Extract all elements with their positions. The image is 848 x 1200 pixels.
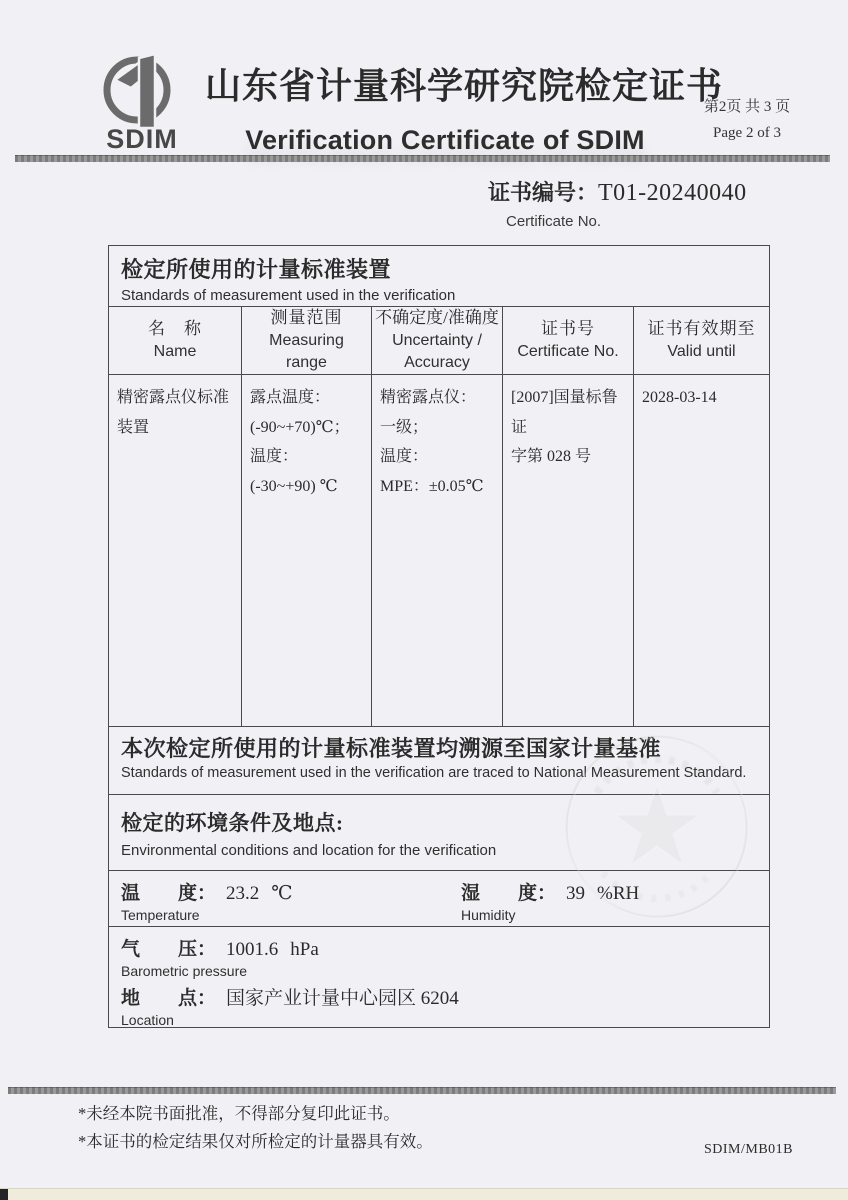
footer-note-1: *未经本院书面批准，不得部分复印此证书。 bbox=[78, 1104, 400, 1123]
page-number-en: Page 2 of 3 bbox=[713, 125, 781, 142]
title-en: Verification Certificate of SDIM bbox=[245, 125, 645, 155]
column-header-measuring-range: 测量范围 Measuring range bbox=[242, 307, 372, 374]
cell-measuring-range: 露点温度： (-90~+70)℃； 温度： (-30~+90) ℃ bbox=[242, 375, 372, 726]
standards-section-header bbox=[109, 246, 769, 307]
humidity-field bbox=[461, 878, 639, 923]
location-value: 国家产业计量中心园区 6204 bbox=[226, 988, 459, 1009]
pressure-label-en: Barometric pressure bbox=[121, 963, 248, 979]
standards-section-title-zh: 检定所使用的计量标准装置 bbox=[121, 257, 392, 282]
page-number-zh: 第2页 共 3 页 bbox=[703, 99, 791, 115]
column-header-certificate-no: 证书号 Certificate No. bbox=[503, 307, 634, 374]
environment-section-header bbox=[109, 795, 769, 871]
sdim-logo-icon bbox=[99, 50, 185, 130]
location-field bbox=[121, 983, 769, 1028]
pressure-unit: hPa bbox=[290, 939, 319, 960]
humidity-label-zh: 湿 度： bbox=[461, 883, 557, 904]
certificate-number-value: T01-20240040 bbox=[598, 180, 747, 206]
column-header-uncertainty: 不确定度/准确度 Uncertainty / Accuracy bbox=[372, 307, 503, 374]
title-zh: 山东省计量科学研究院检定证书 bbox=[205, 66, 724, 106]
temperature-label-zh: 温 度： bbox=[121, 883, 217, 904]
traceability-en: Standards of measurement used in the verification are traced to National Measurement Standard. bbox=[121, 765, 747, 781]
standards-table-data-row bbox=[109, 375, 769, 727]
standards-table bbox=[108, 245, 770, 1028]
temperature-humidity-row bbox=[109, 871, 769, 927]
cell-uncertainty-accuracy: 精密露点仪： 一级； 温度： MPE：±0.05℃ bbox=[372, 375, 503, 726]
pressure-field bbox=[121, 934, 769, 979]
cell-certificate-no: [2007]国量标鲁证 字第 028 号 bbox=[503, 375, 634, 726]
scan-edge-strip bbox=[0, 1188, 848, 1200]
temperature-value: 23.2 bbox=[226, 883, 260, 904]
scan-edge-mark bbox=[0, 1189, 8, 1200]
traceability-zh: 本次检定所使用的计量标准装置均溯源至国家计量基准 bbox=[121, 736, 662, 761]
standards-section-title-en: Standards of measurement used in the verification bbox=[121, 287, 456, 304]
footer-note-2: *本证书的检定结果仅对所检定的计量器具有效。 bbox=[78, 1132, 433, 1152]
cell-valid-until: 2028-03-14 bbox=[642, 389, 717, 406]
logo-wordmark: SDIM bbox=[106, 124, 178, 154]
location-label-en: Location bbox=[121, 1012, 174, 1028]
humidity-value: 39 bbox=[566, 883, 586, 904]
certificate-number-label-en: Certificate No. bbox=[506, 213, 602, 230]
pressure-label-zh: 气 压： bbox=[121, 939, 217, 960]
page-number-block bbox=[672, 94, 822, 147]
document-title-block bbox=[205, 58, 724, 156]
temperature-label-en: Temperature bbox=[121, 907, 200, 923]
cell-standard-name: 精密露点仪标准装置 bbox=[109, 375, 242, 726]
temperature-field bbox=[121, 878, 293, 923]
pressure-value: 1001.6 bbox=[226, 939, 279, 960]
temperature-unit: ℃ bbox=[271, 883, 293, 904]
certificate-number-line bbox=[488, 176, 747, 207]
pressure-location-row bbox=[109, 927, 769, 1027]
sdim-logo bbox=[84, 50, 200, 155]
standards-table-header-row bbox=[109, 307, 769, 375]
column-header-name: 名 称 Name bbox=[109, 307, 242, 374]
humidity-unit: %RH bbox=[597, 883, 640, 904]
traceability-statement bbox=[109, 727, 769, 795]
humidity-label-en: Humidity bbox=[461, 907, 516, 923]
footer-divider-bar bbox=[8, 1087, 836, 1094]
environment-title-zh: 检定的环境条件及地点: bbox=[121, 811, 344, 835]
certificate-number-block bbox=[488, 176, 747, 230]
environment-title-en: Environmental conditions and location for the verification bbox=[121, 842, 497, 859]
certificate-number-label-zh: 证书编号： bbox=[488, 180, 599, 205]
location-label-zh: 地 点： bbox=[121, 988, 217, 1009]
column-header-valid-until: 证书有效期至 Valid until bbox=[647, 319, 756, 361]
document-code: SDIM/MB01B bbox=[704, 1142, 794, 1157]
footer-notes bbox=[78, 1100, 433, 1156]
header-divider-bar bbox=[15, 155, 830, 162]
